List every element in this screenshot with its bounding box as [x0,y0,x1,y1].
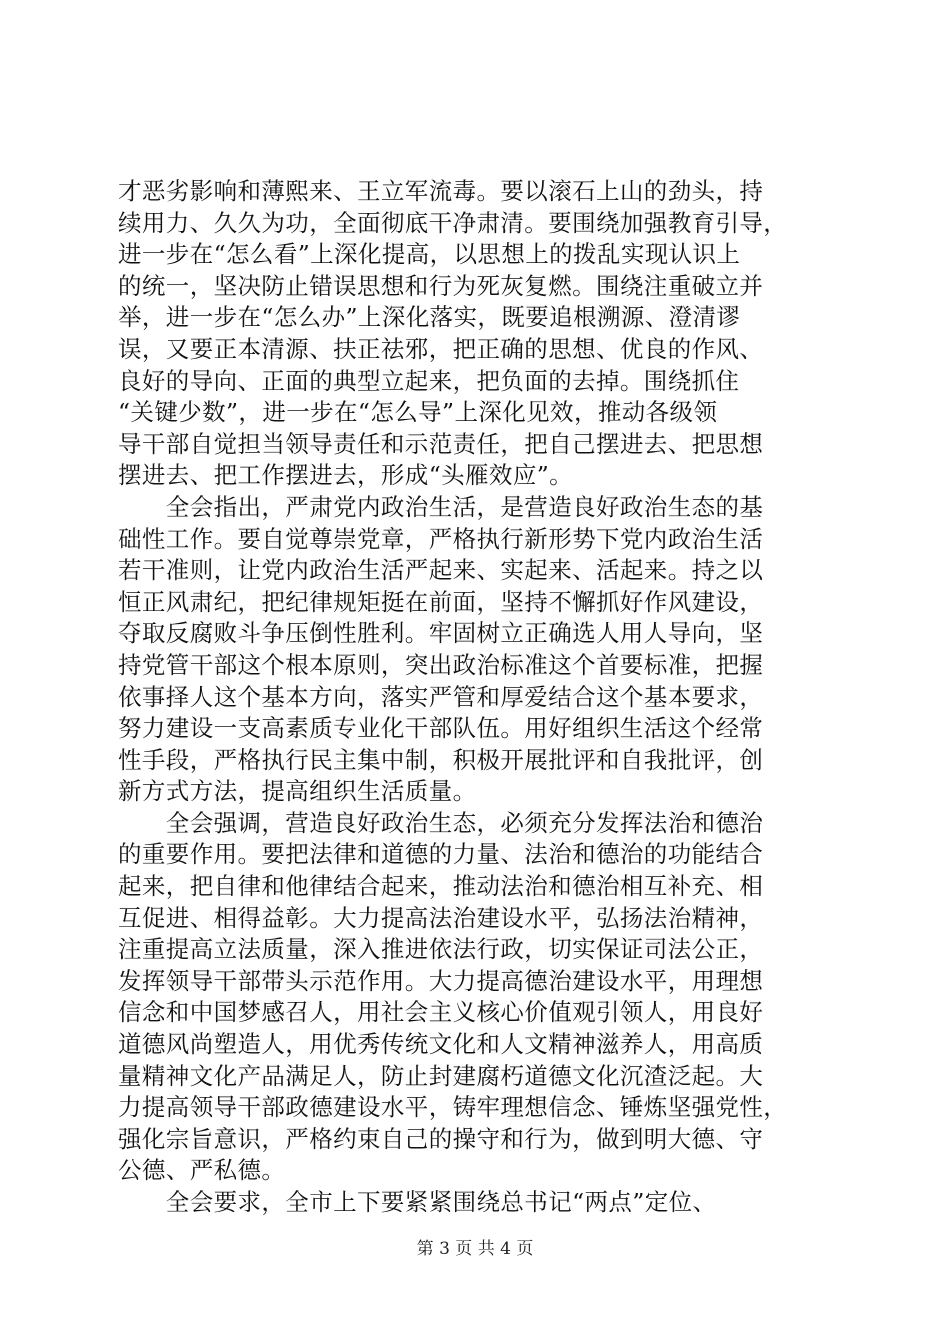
text-line: “关键少数”，进一步在“怎么导”上深化见效，推动各级领 [118,398,718,427]
text-line: 全会指出，严肃党内政治生活，是营造良好政治生态的基 [118,492,764,521]
text-line: 才恶劣影响和薄熙来、王立军流毒。要以滚石上山的劲头，持 [118,177,764,205]
text-line: 全会要求，全市上下要紧紧围绕总书记“两点”定位、 [118,1188,717,1216]
text-line: 依事择人这个基本方向，落实严管和厚爱结合这个基本要求， [118,682,764,711]
text-line: 起来，把自律和他律结合起来，推动法治和德治相互补充、相 [118,872,764,901]
text-line: 误，又要正本清源、扶正祛邪，把正确的思想、优良的作风、 [118,334,764,363]
text-line: 性手段，严格执行民主集中制，积极开展批评和自我批评，创 [118,745,764,774]
text-line: 的统一，坚决防止错误思想和行为死灰复燃。围绕注重破立并 [118,271,764,300]
text-line: 强化宗旨意识，严格约束自己的操守和行为，做到明大德、守 [118,1124,764,1153]
text-line: 举，进一步在“怎么办”上深化落实，既要追根溯源、澄清谬 [118,303,741,332]
text-line: 夺取反腐败斗争压倒性胜利。牢固树立正确选人用人导向，坚 [118,619,764,648]
text-line: 注重提高立法质量，深入推进依法行政，切实保证司法公正， [118,935,764,964]
text-line: 信念和中国梦感召人，用社会主义核心价值观引领人，用良好 [118,998,764,1027]
text-line: 新方式方法，提高组织生活质量。 [118,777,477,806]
text-line: 续用力、久久为功，全面彻底干净肃清。要围绕加强教育引导， [118,208,788,237]
text-line: 的重要作用。要把法律和道德的力量、法治和德治的功能结合 [118,840,764,869]
text-line: 全会强调，营造良好政治生态，必须充分发挥法治和德治 [118,808,764,837]
text-line: 持党管干部这个根本原则，突出政治标准这个首要标准，把握 [118,650,764,679]
text-line: 若干准则，让党内政治生活严起来、实起来、活起来。持之以 [118,556,764,585]
text-line: 发挥领导干部带头示范作用。大力提高德治建设水平，用理想 [118,966,764,995]
text-line: 互促进、相得益彰。大力提高法治建设水平，弘扬法治精神， [118,903,764,932]
text-line: 恒正风肃纪，把纪律规矩挺在前面，坚持不懈抓好作风建设， [118,587,764,616]
document-body [118,176,833,1219]
text-line: 努力建设一支高素质专业化干部队伍。用好组织生活这个经常 [118,714,764,743]
text-line: 摆进去、把工作摆进去，形成“头雁效应”。 [118,461,574,490]
text-line: 进一步在“怎么看”上深化提高，以思想上的拨乱实现认识上 [118,240,741,269]
text-line: 道德风尚塑造人，用优秀传统文化和人文精神滋养人，用高质 [118,1030,764,1059]
text-line: 量精神文化产品满足人，防止封建腐朽道德文化沉渣泛起。大 [118,1061,764,1090]
text-line: 公德、严私德。 [118,1156,286,1185]
text-line: 础性工作。要自觉尊崇党章，严格执行新形势下党内政治生活 [118,524,764,553]
text-line: 力提高领导干部政德建设水平，铸牢理想信念、锤炼坚强党性， [118,1093,788,1122]
text-line: 良好的导向、正面的典型立起来，把负面的去掉。围绕抓住 [118,366,740,395]
text-line: 导干部自觉担当领导责任和示范责任，把自己摆进去、把思想 [118,429,764,458]
page-footer: 第 3 页 共 4 页 [416,1239,534,1259]
